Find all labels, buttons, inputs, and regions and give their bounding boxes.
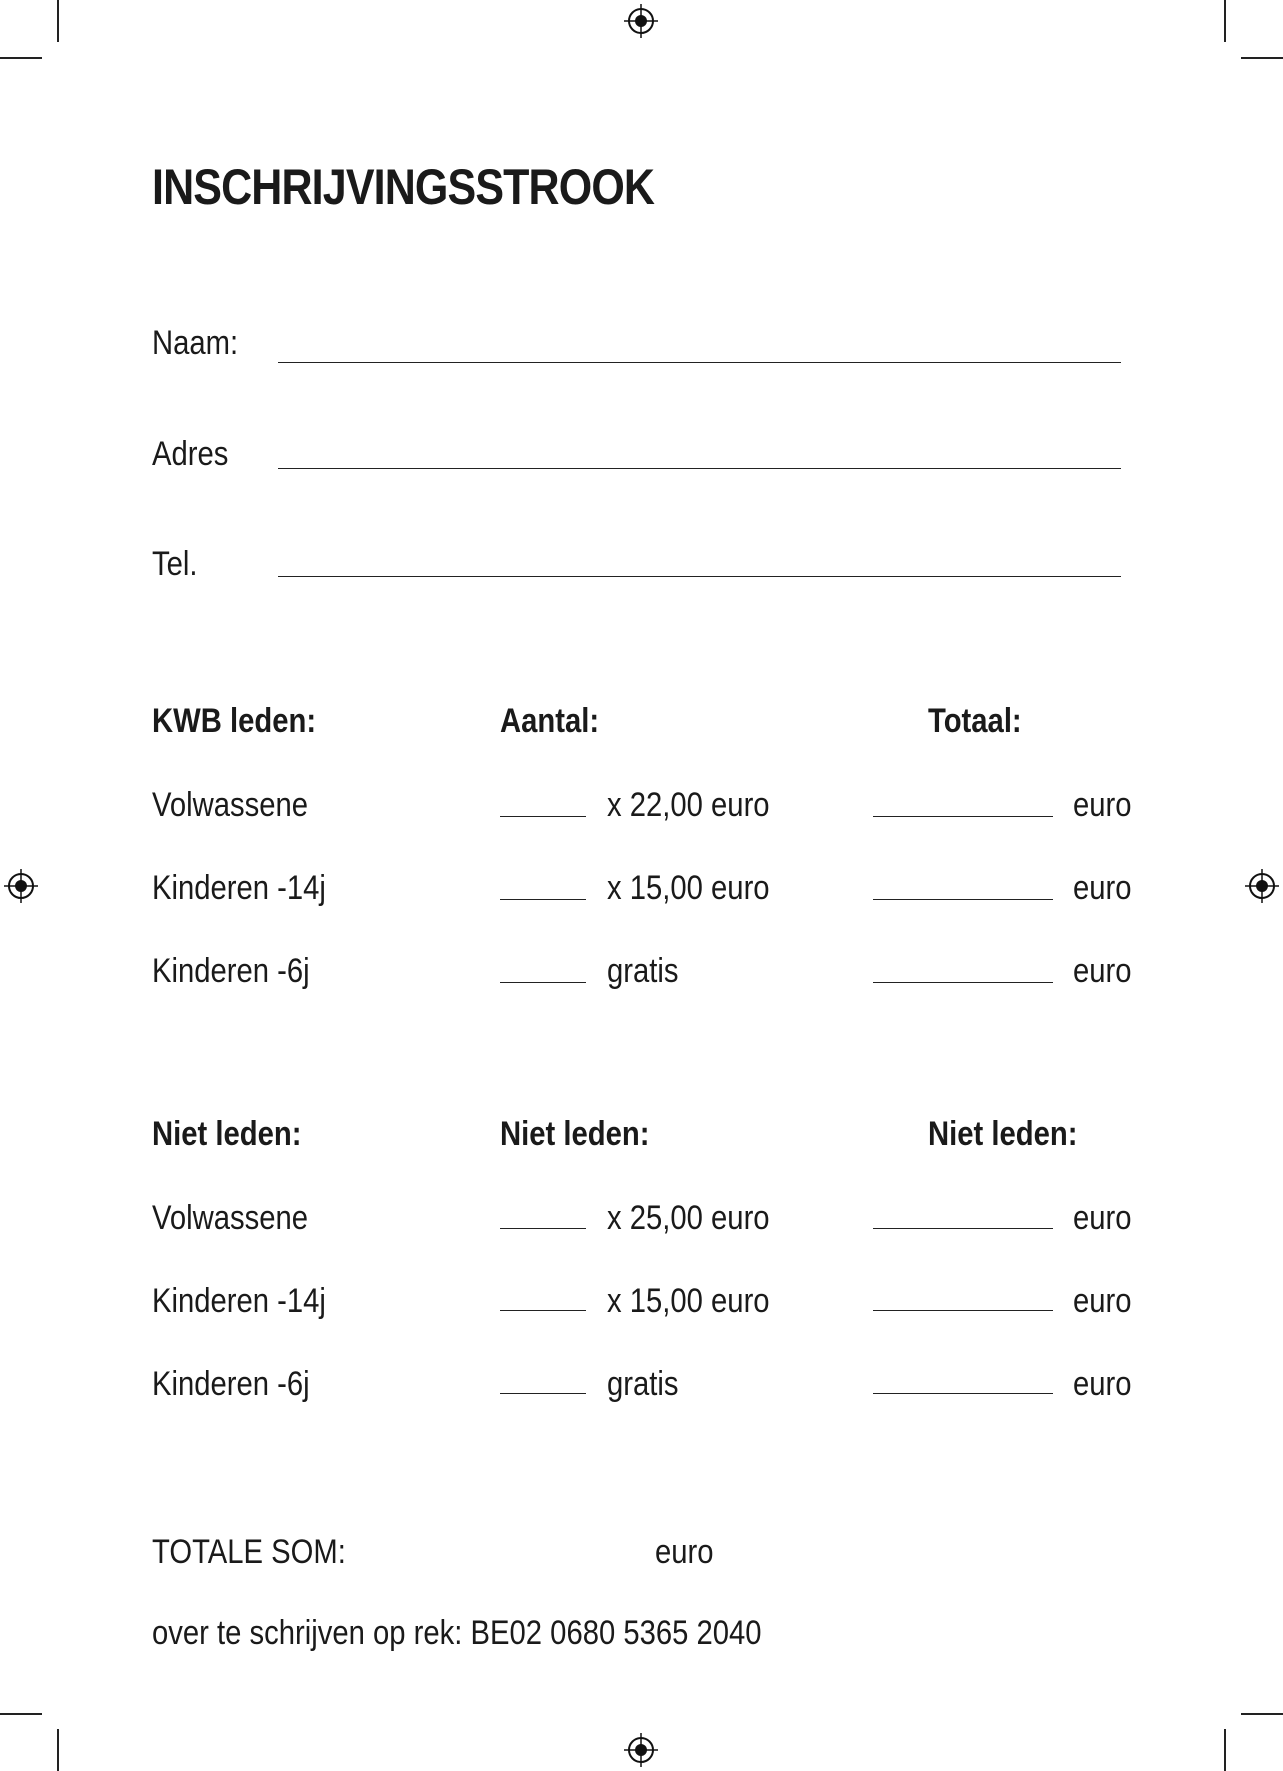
crop-mark — [0, 57, 42, 59]
form-title: INSCHRIJVINGSSTROOK — [152, 159, 655, 215]
members-row-price: gratis — [607, 952, 679, 990]
non-members-row-total-field[interactable] — [873, 1310, 1053, 1311]
non-members-row-category: Volwassene — [152, 1199, 309, 1237]
crop-mark — [1224, 1729, 1226, 1771]
total-label: TOTALE SOM: — [152, 1533, 346, 1571]
registration-mark-icon — [624, 4, 658, 38]
members-row-unit: euro — [1073, 786, 1132, 824]
name-field[interactable] — [278, 362, 1121, 363]
crop-mark — [1241, 1713, 1283, 1715]
crop-mark — [1241, 57, 1283, 59]
members-heading-total: Totaal: — [928, 702, 1022, 740]
non-members-heading-total: Niet leden: — [928, 1115, 1078, 1153]
total-unit: euro — [655, 1533, 714, 1571]
members-row-category: Volwassene — [152, 786, 309, 824]
members-row-price: x 22,00 euro — [607, 786, 770, 824]
non-members-heading-category: Niet leden: — [152, 1115, 302, 1153]
members-row-category: Kinderen -6j — [152, 952, 310, 990]
members-heading-category: KWB leden: — [152, 702, 317, 740]
address-field[interactable] — [278, 468, 1121, 469]
crop-mark — [1224, 0, 1226, 42]
name-label: Naam: — [152, 324, 239, 362]
registration-mark-icon — [1245, 869, 1279, 903]
members-row-price: x 15,00 euro — [607, 869, 770, 907]
non-members-row-total-field[interactable] — [873, 1228, 1053, 1229]
crop-mark — [0, 1713, 42, 1715]
members-row-total-field[interactable] — [873, 899, 1053, 900]
phone-field[interactable] — [278, 576, 1121, 577]
members-row-count-field[interactable] — [500, 982, 586, 983]
non-members-row-total-field[interactable] — [873, 1393, 1053, 1394]
crop-mark — [57, 1729, 59, 1771]
members-row-count-field[interactable] — [500, 899, 586, 900]
transfer-note: over te schrijven op rek: BE02 0680 5365 2040 — [152, 1614, 762, 1652]
non-members-row-unit: euro — [1073, 1365, 1132, 1403]
non-members-row-category: Kinderen -14j — [152, 1282, 326, 1320]
non-members-row-category: Kinderen -6j — [152, 1365, 310, 1403]
non-members-row-price: x 25,00 euro — [607, 1199, 770, 1237]
non-members-row-unit: euro — [1073, 1199, 1132, 1237]
members-row-category: Kinderen -14j — [152, 869, 326, 907]
phone-label: Tel. — [152, 545, 198, 583]
members-row-unit: euro — [1073, 952, 1132, 990]
members-row-total-field[interactable] — [873, 816, 1053, 817]
non-members-row-unit: euro — [1073, 1282, 1132, 1320]
members-row-total-field[interactable] — [873, 982, 1053, 983]
address-label: Adres — [152, 435, 229, 473]
registration-mark-icon — [4, 869, 38, 903]
members-row-count-field[interactable] — [500, 816, 586, 817]
non-members-row-count-field[interactable] — [500, 1228, 586, 1229]
non-members-heading-count: Niet leden: — [500, 1115, 650, 1153]
members-row-unit: euro — [1073, 869, 1132, 907]
crop-mark — [57, 0, 59, 42]
registration-mark-icon — [624, 1733, 658, 1767]
non-members-row-price: x 15,00 euro — [607, 1282, 770, 1320]
non-members-row-price: gratis — [607, 1365, 679, 1403]
members-heading-count: Aantal: — [500, 702, 600, 740]
non-members-row-count-field[interactable] — [500, 1393, 586, 1394]
non-members-row-count-field[interactable] — [500, 1310, 586, 1311]
